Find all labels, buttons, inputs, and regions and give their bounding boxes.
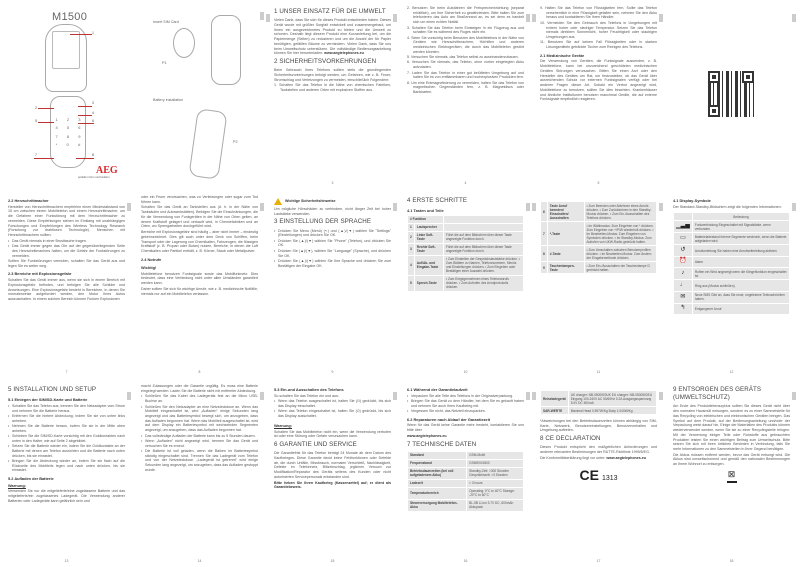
table-row: [674, 221, 790, 233]
section-heading: 3 EINSTELLUNG DER SPRACHE: [274, 218, 372, 226]
footnote: *Abweichungen bei den Betriebsdauerzeiten können abhängig von SIM-Karte, Netzwerk, Benutzereinstellungen, Benutzerverhalten und Umgebung auftreten.: [540, 419, 657, 433]
cell-num: 7: [541, 222, 548, 246]
spec-key: Stromversorgung Mobiltelefon- Akku: [408, 499, 467, 511]
keys-table: [407, 215, 524, 292]
subsection-heading: 4.1 Tasten und Teile: [407, 208, 444, 214]
language-tab: [526, 14, 530, 22]
language-tab: [127, 392, 131, 400]
list-item: • Das vollständige Aufladen der Batterie kann bis zu 5 Stunden dauern.: [141, 434, 258, 439]
language-tab: [792, 392, 796, 400]
list-item: • Drücken Sie (▲)/(▼) wählen Sie Ihre Sprache und drücken Sie zum Bestätigen der Eingabe OK.: [274, 259, 391, 268]
body-text: Sollten Sie Funkstörungen vermuten, schalten Sie das Gerät aus und legen Sie es weiter weg.: [8, 258, 125, 268]
cell-desc: Führt die auf dem Bildschirm über dieser Taste angezeigte Funktion durch.: [443, 231, 523, 243]
table-header: # Funktion: [408, 215, 444, 223]
phone-back-figure: [211, 15, 241, 85]
missed-call-icon: ↰: [674, 303, 693, 315]
body-text: Schalten Sie das Mobiltelefon nicht ein, wenn die Verwendung verboten ist oder eine Störung oder Gefahr verursachen kann.: [274, 429, 391, 439]
table-row: [408, 467, 524, 479]
language-tab: [260, 203, 264, 211]
body-text: Beim Gebrauch Ihres Telefons sollten stets die grundlegenden Sicherheitsvorkehrungen befolgt werden, um Gefahren, wie z. B. Feuer, Stromschlag und Verletzungen zu vermeiden, einschließlich Folgendem:: [274, 68, 391, 82]
page-3: [266, 0, 399, 189]
table-row: [408, 255, 524, 275]
page-10: [399, 189, 532, 378]
spec-value: GSM-Mobil: [467, 451, 524, 459]
cell-key: *-Taste: [547, 222, 584, 246]
language-tab: [659, 14, 663, 22]
page-number: 10: [463, 369, 468, 374]
list-item: 8. Um eine Entmagnetisierung zu vermeiden, halten Sie das Telefon von magnetischen Gegenständen fern, z. B. Magnetdiscs oder Bankkarten.: [407, 80, 524, 95]
spec-key: SAR-WERTE: [541, 407, 569, 415]
subsection-heading: 2.1 Medizinische Geräte: [540, 52, 585, 58]
page-13: [0, 378, 133, 567]
callout-line: [38, 122, 54, 123]
page-1-diagram: [0, 0, 133, 189]
callout-number: 3: [92, 101, 94, 105]
body-text: Vielen Dank, dass Sie sich für dieses Produkt entschieden haben. Dieses Gerät wurde mit größter Sorgfalt entwickelt und zusammengebaut, um Ihnen ein ausgezeichnetes Produkt zu bieten und die Umwelt zu schonen. Deshalb liegt diesem Produkt eine Kurzanleitung bei, um die Papiermenge (Seiten) zu reduzieren und um die Anzahl der für Papier benötigten, gefällten Bäume zu vermindern. Vielen Dank, dass Sie uns beim Umweltschutz unterstützen. Die vollständige Bedienungsanleitung können Sie hier herunterladen:: [274, 18, 391, 56]
list-item: 2. Benutzen Sie beim Autofahren die Freisprecheinrichtung (separat erhältlich), um Ihre Sicherheit zu gewährleisten. Bitte halten Sie zum telefonieren das Auto am Straßenrand an, es sei denn es handelt sich um einen echten Notfall.: [407, 6, 524, 25]
page-8: [133, 189, 266, 378]
qr-code[interactable]: [708, 71, 754, 117]
body-text: Schalten Sie das Gerät an Tankstellen aus (d. h. in der Nähe von Tanksäulen und Autowerkstätten). Befolgen Sie die Einschränkungen, die für die Verwendung von Funkgeräten in der Nähe von Orten gelten, an denen Kraftstoff gelagert und verkauft wird, in Chemiefabriken und an Orten, wo Sprengarbeiten durchgeführt wird.: [141, 205, 258, 229]
section-heading: 8 CE DECLARATION: [540, 435, 601, 443]
cell-desc: • Zum Ein-/Ausschalten der Taschenlampe D gedrückt halten.: [584, 262, 656, 274]
battery-icon: ▭: [674, 233, 693, 245]
page-number: 12: [729, 369, 734, 374]
body-text: Verwenden Sie nur die mitgelieferte/eine zugelassene Batterie und das mitgelieferte/ein zugelassenes Ladegerät. Die Verwendung anderer Batterien oder Ladegeräte kann gefährlich sein und: [8, 489, 125, 503]
keys-table-continued: [540, 201, 657, 274]
list-item: • Das Gerät immer gegen das Ohr auf der gegenüberliegenden Seite des Herzschrittmachers halten, um die Gefahr der Funkstörungen zu vermeiden.: [8, 244, 125, 258]
table-row: [408, 459, 524, 467]
list-item: 3. Schalten Sie das Telefon beim Einsteigen in ein Flugzeug aus und schalten Sie es während des Fluges nicht ein.: [407, 25, 524, 35]
list-item: • Bringen Sie das Gerät zu dem Händler, bei dem Sie es gekauft haben und nehmen Sie auch Ihren Kaufbeleg mit.: [407, 399, 524, 408]
body-text: Die Verwendung von Geräten, die Funksignale aussenden, z. B. Mobiltelefone, kann bei unzureichend geschützten medizinischen Geräten Störungen verursachen. Bitten Sie einen Arzt oder den Hersteller des Gerätes um Rat, um festzustellen, ob das Gerät über ausreichenden Schutz vor externen Funksignalen verfügt oder bei anderen Fragen dieser Art. Sobald ein Verbot angezeigt wird, Mobiltelefone zu benutzen, sollten Sie dies beachten. Krankenhäuser und ähnliche Institutionen benutzen manchmal Geräte, die auf externe Funksignale empfindlich reagieren.: [540, 59, 657, 102]
subsection-heading: 5.3 Ein-und Ausschalten des Telefons: [274, 387, 344, 392]
page-number: 9: [331, 369, 334, 374]
cell-key: Taschenlampen-Taste: [547, 262, 584, 274]
spec-key: Reiseladegerät: [541, 391, 569, 407]
callout-line: [38, 108, 54, 109]
list-item: • Schließen Sie den Netzadapter an eine Netzsteckdose an. Wenn das Mobilteil eingeschaltet ist, wird „Aufladen" einige Sekunden lang angezeigt und das Batteriesymbol bewegt sich, um anzugeben, dass das Aufladen begonnen hat. Wenn das Mobilteil ausgeschaltet ist, wird auf dem Display ein Batteriesymbol mit wechselnden Segmenten angezeigt, um anzugeben, dass das Aufladen begonnen hat.: [141, 405, 258, 433]
table-row: [541, 391, 657, 407]
body-text: Schalten Sie das Gerät immer aus, wenn sie sich in einem Bereich mit Explosionsgefahr befinden, und befolgen Sie alle Schilder und Anweisungen. Eine Explosionsgefahr besteht in Bereichen, in denen Sie normalerweise aufgefordert werden, den Motor Ihres Autos auszuschalten. In einem solchen Bereich können Funken Explosionen: [8, 278, 125, 301]
tech-specs-table-continued: [540, 390, 657, 415]
call-divert-icon: ↺: [674, 245, 693, 257]
body-text: Wenn für das Gerät keine Garantie mehr besteht, kontaktieren Sie uns bitte über: [407, 423, 524, 433]
cell-num: 3: [408, 243, 415, 255]
page-number: 11: [596, 369, 601, 374]
spec-value: UK charger: NB-0500500UK EU charger: NB-0500500EU Eingang 100-240V AC 50/60Hz 0.2A Ausgangsspannung 5.0V DC 500mA: [568, 391, 656, 407]
body-text: Am Ende des Produktlebenszyklus sollten Sie dieses Gerät nicht über den normalen Hausmüll entsorgen, sondern es zu einer Sammelstelle für das Recycling von elektrischen und elektronischen Geräten bringen. Das Symbol auf dem Produkt, auf der Bedienungsanleitung und/oder der Verpackung weist darauf hin. Einige der Materialien des Produkts können wiederverwendet werden, wenn Sie sie zu einer Recyclingstelle bringen. Mit der Verwertung einiger Teile oder Rohstoffe aus gebrauchten Produkten leisten Sie einen wichtigen Beitrag zum Umweltschutz. Bitte setzen Sie sich mit Ihren örtlichen Behörden in Verbindung, falls Sie mehr Informationen zu den Sammelstellen in Ihrer Gegend benötigen.: [673, 404, 790, 451]
page-2-installation-figures: [133, 0, 266, 189]
brand-tagline: perfekt in form und funktion: [78, 176, 110, 179]
cell-num: 2: [408, 231, 415, 243]
website-link[interactable]: www.aegtelephones.eu: [324, 51, 364, 56]
subsection-heading: 4.1 Display-Symbole: [673, 198, 711, 203]
model-name: M1500: [52, 11, 88, 23]
cell-key: Lautsprecher: [414, 223, 443, 231]
language-tab: [393, 392, 397, 400]
key: 1: [55, 117, 58, 122]
cell-desc: • Zum Entgegennehmen eines Telefonanrufs drücken. • Zum Aufrufen des Anrufprotokolls drücken.: [443, 275, 523, 291]
signal-icon: ▁▃▅: [674, 221, 693, 233]
ring-off-icon: ♩: [674, 280, 693, 292]
language-tab: [393, 203, 397, 211]
list-item: • Schließen Sie das Kabel des Ladegeräts fest an die Micro USB-Buchse an.: [141, 394, 258, 403]
key: 0: [66, 141, 69, 147]
body-text: Dieses Produkt entspricht den maßgeblichen Anforderungen und anderen relevanten Bestimmungen der R&TTE-Richtlinie 1999/5/EG.: [540, 445, 657, 455]
phone-screen: [52, 31, 80, 69]
battery-installation-label: Battery installation: [153, 98, 184, 102]
table-row: [408, 451, 524, 459]
website-link[interactable]: www.aegtelephones.eu: [407, 433, 447, 438]
language-tab: [532, 14, 536, 22]
cell-num: 8: [541, 246, 548, 262]
language-tab: [659, 203, 663, 211]
sms-icon: ✉: [674, 291, 693, 303]
cell-desc: Führt die auf dem Bildschirm über dieser Taste angezeigte Funktion durch.: [443, 243, 523, 255]
cell-desc: Neue SMS Gibt an, dass Sie neue, ungelesene Textnachrichten haben.: [692, 291, 789, 303]
table-row: [674, 233, 790, 245]
table-row: [408, 479, 524, 487]
warranty-note: Bitte heben Sie Ihren Kaufbeleg (Kassenzettel) auf; er dient als Garantiebeweis.: [274, 480, 391, 490]
page-number: 4: [464, 180, 467, 185]
section-heading: 5 INSTALLATION UND SETUP: [8, 386, 97, 393]
body-text: Mobiltelefone benutzen Funksignale sowie das Mobilfunknetz. Dies bedeutet, dass eine Verbindung nicht unter allen Umständen garantiert werden kann.: [141, 271, 258, 286]
subsection-heading: 5.1 Einlegen der SIM/SD-Karte und Batterie: [8, 397, 88, 403]
cell-key: Sprech-Taste: [414, 275, 443, 291]
list-item: • Wenn das Telefon ausgeschaltet ist, halten Sie (⏻) gedrückt, bis sich das Display einschaltet.: [274, 399, 391, 408]
subsection-heading: 2.2 Herzschrittmacher: [8, 198, 49, 203]
cell-desc: Ring aus (Modus schließen).: [692, 280, 789, 292]
ce-mark-icon: [540, 466, 657, 484]
cell-desc: Entgangener Anruf: [692, 303, 789, 315]
cell-key: Taste Anruf beenden/ Einschalten/ Ausschalten: [547, 202, 584, 222]
cell-desc: • Im Wählmodus: Zum Eingeben von * drücken. Zum Eingeben von +/P/W wiederholt drücken. • Im Bearbeiten-Modus: Zum Eingeben von Symbolen drücken. • Im Standby-Modus: Zum Aufrufen von UKW-Radio gedrückt halten.: [584, 222, 656, 246]
list-item: • Verpacken Sie alle Teile des Telefons in der Originalverpackung.: [407, 394, 524, 399]
page-number: 14: [197, 558, 202, 563]
spec-key: Ladezeit: [408, 479, 467, 487]
page-number: 17: [596, 558, 601, 563]
key: 5: [66, 125, 70, 131]
section-heading: 1 UNSER EINSATZ FÜR DIE UMWELT: [274, 8, 386, 15]
spec-key: Standard: [408, 451, 467, 459]
body-text: Die Akkus müssen entfernt werden, bevor das Gerät entsorgt wird. Die Akkus sind umweltschonend und gemäß den nationalen Bestimmungen an Ihrem Wohnort zu entsorgen.: [673, 452, 790, 467]
page-9: [266, 189, 399, 378]
callout-line: [76, 158, 94, 159]
callout-number: 7: [35, 153, 37, 157]
table-row: [541, 222, 657, 246]
list-item: • Wenn „Aufladen" nicht angezeigt wird, trennen Sie das Gerät und versuchen Sie es erneut.: [141, 439, 258, 448]
page-number: 16: [463, 558, 468, 563]
page-16: [399, 378, 532, 567]
language-tab: [532, 392, 536, 400]
list-item: • Wenn das Telefon eingeschaltet ist, halten Sie (⏻) gedrückt, bis sich das Display ausschaltet.: [274, 409, 391, 418]
table-row: [674, 291, 790, 303]
important-label: Wichtig!: [141, 264, 157, 270]
table-row: [541, 202, 657, 222]
notified-body-number: 1313: [601, 474, 618, 482]
table-row: [674, 303, 790, 315]
list-item: • Drücken Sie (▲)/(▼) wählen Sie "Phone" (Telefon), und drücken Sie OK.: [274, 239, 391, 248]
table-row: [541, 407, 657, 415]
weee-bar: [727, 481, 737, 483]
callout-number: 4: [92, 111, 94, 115]
qr-finder: [708, 71, 720, 83]
cell-desc: • Zum Beenden oder Ablehnen eines Anrufs drücken. • Zum Zurückkehren in den Standby-Modus drücken. • Zum Ein-/Ausschalten des Telefons drücken.: [584, 202, 656, 222]
alarm-icon: ⏰: [674, 256, 693, 268]
list-item: • Die Batterie ist voll geladen, wenn die Balken im Batteriesymbol ständig eingeschaltet sind. Trennen Sie das Ladegerät vom Telefon und von der Netzsteckdose. „Ladegerät ist getrennt" wird einige Sekunden lang angezeigt, um anzugeben, dass das Aufladen gestoppt wurde.: [141, 449, 258, 473]
body-text: Daher sollten Sie sich für wichtige Anrufe, wie z. B. medizinische Notfälle, niemals nur auf ein Mobiltelefon verlassen.: [141, 286, 258, 296]
ringtone-icon: ♪: [674, 268, 693, 280]
warning-label: Warnung:: [8, 482, 27, 488]
language-tab: [659, 392, 663, 400]
callout-line: [70, 34, 92, 35]
subsection-heading: 5.2 Aufladen der Batterie: [8, 476, 54, 482]
list-item: • Schieben Sie die SIM/SD-Karte vorsichtig mit den Goldkontakten nach unten in den Halter, wie auf Seite 2 abgebildet.: [8, 434, 125, 443]
list-item: 11. Benutzen Sie auf keinen Fall Flüssigkeiten oder in starken Lösungsmitteln getränkte Tücher zum Reinigen des Telefons.: [540, 40, 657, 50]
key: 4: [55, 125, 58, 131]
callout-number: 2: [35, 106, 37, 110]
list-item: • Das Gerät niemals in einer Brusttasche tragen.: [8, 239, 125, 244]
callout-line: [78, 106, 92, 107]
table-row: [541, 262, 657, 274]
page-number: 13: [64, 558, 69, 563]
cell-num: 5: [408, 275, 415, 291]
cell-num: 1: [408, 223, 415, 231]
table-row: [674, 280, 790, 292]
spec-value: Maximal Head 0.597W/Kg Body 1.040W/Kg: [568, 407, 656, 415]
table-row: [408, 275, 524, 291]
table-row: [408, 231, 524, 243]
callout-line: [34, 158, 54, 159]
qr-finder: [708, 105, 720, 117]
key: #: [78, 141, 81, 147]
page-number: 3: [331, 180, 334, 185]
language-tab: [526, 203, 530, 211]
spec-key: Frequenzband: [408, 459, 467, 467]
page-number: 5: [597, 180, 600, 185]
cell-key: Rechte Soft-Taste: [414, 243, 443, 255]
cell-desc: • Zum Einstellen der Gesprächslautstärke drücken. • Zum Blättern zu Namen, Telefonnummern, Menüs und Einstellungen drücken. • Zum Eingeben oder Bestätigen einer Auswahl drücken.: [443, 255, 523, 275]
callout-line: [78, 115, 92, 116]
key: 6: [78, 125, 81, 131]
list-item: 1. Schalten Sie das Telefon in die Nähe von chemischen Fabriken, Tankstellen und anderen Orten mit explosiven Stoffen aus.: [274, 83, 391, 93]
language-tab: [526, 392, 530, 400]
page-number: 8: [198, 369, 201, 374]
cell-key: Auf/Ab- und Eingabe-Taste: [414, 255, 443, 275]
key: 8: [66, 133, 70, 139]
cell-desc: Anrufumleitung Sie haben eine Anrufweiterleitung aktiviert.: [692, 245, 789, 257]
list-item: • Schalten Sie das Telefon aus, trennen Sie den Netzadapter vom Strom und nehmen Sie die Batterie heraus.: [8, 404, 125, 413]
language-tab: [393, 14, 397, 22]
warning-label: Warnung:: [274, 422, 293, 428]
section-heading: 4 ERSTE SCHRITTE: [407, 197, 468, 204]
body-text: Die Garantiefrist für das Telefon beträgt 24 Monate ab dem Datum des Kaufbeleges. Diese Garantie deckt keine Fehlfunktionen oder Defekte ab, die durch Unfälle, Missbrauch, normalen Verschleiß, Nachlässigkeit, Defekte im Telefonnetz, Blitzeinschlag, jeglichen Versuch zur Modifikation/Reparatur des Geräts seitens des Kunden oder nicht autorisierten Servicepersonals entstanden sind.: [274, 451, 391, 479]
warning-title: Wichtige Sicherheitshinweise: [285, 199, 336, 204]
cell-desc: Funkverbindung Eingeschaltet mit Signalstärke, wenn verbunden.: [692, 221, 789, 233]
key: *: [55, 141, 58, 147]
tech-specs-table: [407, 451, 524, 512]
page-4: [399, 0, 532, 189]
cell-desc: Ruften ein Wird angezeigt wenn die Klingelfunktion eingeschaltet ist.: [692, 268, 789, 280]
list-item: • Vergessen Sie nicht, das Netzteil einzupacken.: [407, 409, 524, 414]
safety-warning-heading: [274, 198, 391, 205]
display-symbols-table: [673, 212, 790, 315]
subsection-heading: 2.3 Bereiche mit Explosionsgefahr: [8, 271, 72, 277]
page-7: [0, 189, 133, 378]
table-row: [408, 243, 524, 255]
spec-key: Temperaturbereich: [408, 487, 467, 499]
list-item: 7. Laden Sie das Telefon in einer gut belüfteten Umgebung auf und halten Sie es von entflammbaren und hochexplosiven Produkten fern.: [407, 70, 524, 80]
body-text: Bereiche mit Explosionsgefahr sind häufig – aber nicht immer – eindeutig gekennzeichnet. Dies gilt auch unter dem Deck von Schiffen, beim Transport oder der Lagerung von Chemikalien, Fahrzeugen, die flüssigen Kraftstoff (z. B. Propan oder Butan) nutzen, Bereiche, in denen die Luft Chemikalien oder Partikel enthält, z. B. Körner, Staub oder Metallpulver.: [141, 230, 258, 254]
subsection-heading: 2.4 Notrufe: [141, 256, 162, 262]
list-item: 9. Halten Sie das Telefon von Flüssigkeiten fern. Sollte das Telefon versehentlich in eine Flüssigkeit gefallen sein, nehmen Sie den Akku heraus und kontaktieren Sie Ihren Händler.: [540, 6, 657, 20]
table-row: [674, 245, 790, 257]
list-item: • Entfernen Sie die hintere Abdeckung, indem Sie sie von unten links anheben.: [8, 414, 125, 423]
table-row: [541, 246, 657, 262]
insert-sim-label: Insert SIM Card: [153, 20, 179, 24]
list-item: • Bringen Sie die Abdeckung wieder an, indem Sie sie flach auf die Rückseite des Mobilteils legen und nach unten drücken, bis sie einrastet.: [8, 459, 125, 473]
list-item: • Setzen Sie die Batterie wieder ein, indem Sie die Goldkontakte an der Batterie mit denen am Telefon ausrichten und die Batterie nach unten drücken, bis sie einrastet.: [8, 444, 125, 458]
page-5: [532, 0, 665, 189]
cell-desc: Alarm: [692, 256, 789, 268]
aeg-logo: AEG: [96, 165, 118, 176]
cell-desc: Batterieladestand Interne Segmente wechseln, wenn die Batterie aufgeladen wird.: [692, 233, 789, 245]
list-item: • Nehmen Sie die Batterie heraus, indem Sie sie in der Mitte oben anheben.: [8, 424, 125, 433]
page-17: [532, 378, 665, 567]
table-header: [443, 215, 523, 223]
list-item: 6. Versuchen Sie niemals, das Telefon, ohne vorher eingelegten Akku aufzuladen.: [407, 60, 524, 70]
ce-mark: CE: [579, 466, 599, 483]
table-row: [408, 499, 524, 511]
language-tab: [260, 392, 264, 400]
callout-number: 6: [92, 119, 94, 123]
body-text: Hersteller von Herzschrittmachern empfehlen einen Mindestabstand von 15 cm zwischen einem Mobiltelefon und einem Herzschrittmacher, um die Gefahren einer Funkstörung mit dem Herzschrittmacher zu vermeiden. Diese Empfehlungen stehen im Einklang mit unabhängigen Forschungen und Empfehlungen des Wireless Technology Research (Forschung zur drahtlosen Technologie). Menschen mit Herzschrittmachern sollten:: [8, 204, 125, 238]
callout-number: 1: [92, 31, 94, 35]
spec-value: GSM900/1800: [467, 459, 524, 467]
p2-label: P2: [233, 140, 238, 144]
language-tab: [792, 14, 796, 22]
language-tab: [792, 203, 796, 211]
language-tab: [532, 203, 536, 211]
body-text: oder ein Feuer verursachen, was zu Verletzungen oder sogar zum Tod führen kann.: [141, 195, 258, 204]
body-text: So schalten Sie das Telefon ein und aus:: [274, 393, 339, 398]
list-item: • Drücken Sie (▲)/(▼), wählen Sie "Language" (Sprache), und drücken Sie OK.: [274, 249, 391, 258]
website-link[interactable]: www.aegtelephones.eu: [606, 455, 646, 460]
page-15: [266, 378, 399, 567]
table-header: [674, 213, 693, 221]
key: 3: [78, 117, 81, 122]
body-text: Der Standard-Standby-Bildschirm zeigt die folgenden Informationen:: [673, 204, 782, 209]
page-12: [665, 189, 798, 378]
language-tab: [127, 203, 131, 211]
cell-key: Linke Soft-Taste: [414, 231, 443, 243]
page-number: 7: [65, 369, 68, 374]
warning-triangle-icon: [274, 198, 282, 205]
subsection-heading: 6.1 Während der Garantielaufzeit: [407, 387, 468, 392]
cell-num: 4: [408, 255, 415, 275]
body-text: Die Konformitätserklärung liegt vor unter:: [540, 455, 606, 460]
key: 7: [55, 133, 58, 139]
section-heading: 7 TECHNISCHE DATEN: [407, 440, 477, 448]
key: 2: [66, 117, 70, 122]
language-tab: [266, 14, 270, 22]
body-text: macht Zulassungen oder die Garantie ungültig. Es muss eine Batterie eingelegt werden. Laden Sie die Batterie nicht mit entfernter Abdeckung.: [141, 384, 258, 393]
table-row: [674, 268, 790, 280]
subsection-heading: 6.2 Reparaturen nach Ablauf der Garantiezeit: [407, 416, 491, 422]
callout-number: 8: [92, 153, 94, 157]
weee-bin-icon: ⊠: [727, 468, 736, 479]
page-11: [532, 189, 665, 378]
list-item: • Drücken Sie Menu (Menü) (↖) und (▲)/(▼) wählen Sie "Settings" (Einstellungen) und drücken Sie OK.: [274, 229, 391, 238]
page-18: [665, 378, 798, 567]
key: 9: [78, 133, 81, 139]
table-row: [408, 223, 524, 231]
section-heading: 6 GARANTIE UND SERVICE: [274, 441, 357, 449]
list-item: 4. Seien Sie vorsichtig beim Benutzen des Mobiltelefons in der Nähe von Geräten wie Herzschrittmachern, Hörhilfen und anderen medizinischen Elektrogeräten, die durch das Mobiltelefon gestört werden könnten.: [407, 35, 524, 54]
page-number: 18: [729, 558, 734, 563]
cell-key: #-Taste: [547, 246, 584, 262]
warning-text: Um mögliche Hörschäden zu verhindern, nicht länger Zeit bei hoher Lautstärke verwenden.: [274, 207, 391, 216]
list-item: 10. Vermeiden Sie den Gebrauch des Telefons in Umgebungen mit extrem hoher oder niedriger Temperatur. Setzen Sie das Telefon niemals direktem Sonnenlicht, hoher Feuchtigkeit oder staubigen Umgebungen aus.: [540, 20, 657, 39]
section-heading: 9 ENTSORGEN DES GERÄTS (UMWELTSCHUTZ): [673, 386, 762, 402]
cell-desc: • Zum Umschalten zwischen Benutzerprofilen drücken. • Im Bearbeiten-Modus: Zum Ändern der Eingabemethode drücken.: [584, 246, 656, 262]
page-14: [133, 378, 266, 567]
cell-num: 6: [541, 202, 548, 222]
language-tab: [260, 12, 264, 20]
spec-value: BL-5B Li-ion 3.7V DC, 600mAh Akkupack: [467, 499, 524, 511]
table-row: [674, 256, 790, 268]
qr-finder: [742, 71, 754, 83]
spec-value: Standby-Zeit: >300 Stunden Gesprächszeit: >3 Stunden: [467, 467, 524, 479]
table-header: Bedeutung: [692, 213, 789, 221]
table-row: [408, 487, 524, 499]
callout-number: 5: [35, 119, 37, 123]
battery-figure: [188, 108, 227, 180]
cell-desc: [443, 223, 523, 231]
sim-zoom-figure: [173, 28, 195, 58]
spec-value: < 3 hours: [467, 479, 524, 487]
spec-value: Operating: 0°C to 40°C Storage: -20°C to 60°C: [467, 487, 524, 499]
list-item: 5. Versuchen Sie niemals, das Telefon selbst zu auseinanderzubauen.: [407, 55, 519, 60]
p1-label: P1: [162, 61, 167, 65]
page-number: 15: [330, 558, 335, 563]
section-heading: 2 SICHERHEITSVORKEHRUNGEN: [274, 58, 377, 66]
spec-key: Betriebsdauerzeiten (bei voll aufgeladenem Akku): [408, 467, 467, 479]
cell-num: 9: [541, 262, 548, 274]
